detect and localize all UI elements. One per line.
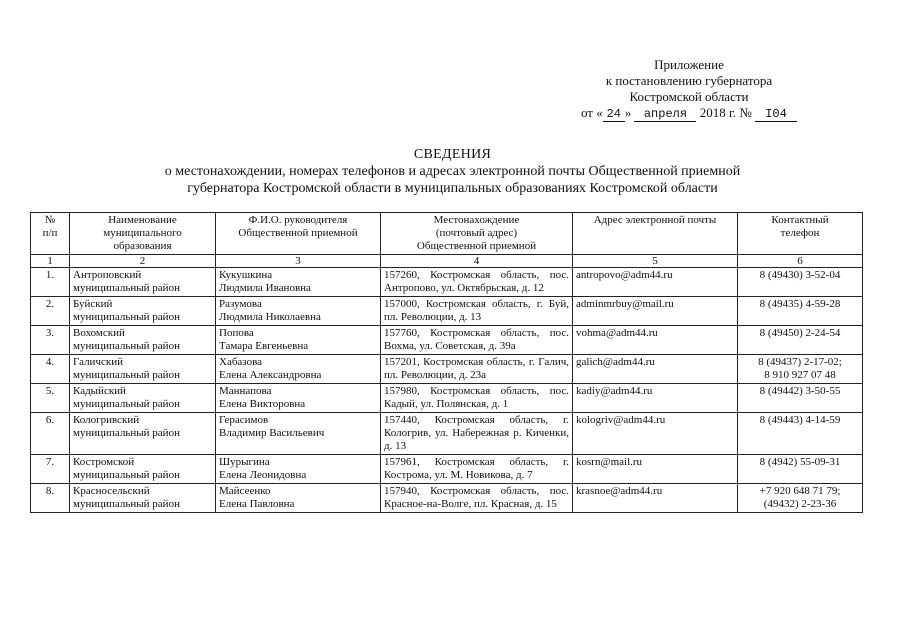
contact-phone bbox=[738, 326, 863, 355]
municipality-name bbox=[70, 384, 216, 413]
phone-line: (49432) 2-23-36 bbox=[763, 498, 837, 510]
table-row bbox=[31, 297, 863, 326]
row-number: 5. bbox=[31, 384, 70, 413]
document-subtitle-line2: губернатора Костромской области в муниципальных образованиях Костромской области bbox=[187, 181, 718, 196]
email-address: vohma@adm44.ru bbox=[573, 326, 738, 355]
table-row bbox=[31, 268, 863, 297]
column-header-5 bbox=[573, 213, 738, 255]
table-row bbox=[31, 455, 863, 484]
head-name-line: Хабазова bbox=[219, 356, 263, 368]
column-header-line: Контактный bbox=[771, 214, 829, 226]
column-header-line: Местонахождение bbox=[433, 214, 520, 226]
postal-address: 157980, Костромская область, пос. Кадый, ул. Полянская, д. 1 bbox=[381, 384, 573, 413]
table-row bbox=[31, 413, 863, 455]
head-name-line: Людмила Николаевна bbox=[219, 311, 321, 323]
contact-phone bbox=[738, 384, 863, 413]
column-header-3 bbox=[216, 213, 381, 255]
column-number-row bbox=[31, 255, 863, 268]
phone-line: 8 (49442) 3-50-55 bbox=[759, 385, 841, 397]
appendix-title: Приложение bbox=[654, 57, 724, 72]
municipality-name bbox=[70, 413, 216, 455]
head-full-name bbox=[216, 384, 381, 413]
date-day: 24 bbox=[603, 107, 625, 122]
decree-number: I04 bbox=[755, 107, 797, 122]
head-name-line: Попова bbox=[219, 327, 254, 339]
municipality-name-line: муниципальный район bbox=[73, 340, 180, 352]
column-number-6: 6 bbox=[738, 255, 863, 268]
column-header-line: Ф.И.О. руководителя bbox=[248, 214, 348, 226]
contact-phone bbox=[738, 455, 863, 484]
email-address: kadiy@adm44.ru bbox=[573, 384, 738, 413]
postal-address: 157760, Костромская область, пос. Вохма, ул. Советская, д. 39а bbox=[381, 326, 573, 355]
head-full-name bbox=[216, 355, 381, 384]
head-full-name bbox=[216, 413, 381, 455]
row-number: 7. bbox=[31, 455, 70, 484]
municipality-name bbox=[70, 455, 216, 484]
date-prefix: от « bbox=[580, 105, 603, 120]
municipality-name-line: Вохомский bbox=[73, 327, 125, 339]
column-number-5: 5 bbox=[573, 255, 738, 268]
head-name-line: Разумова bbox=[219, 298, 262, 310]
postal-address: 157940, Костромская область, пос. Красное-на-Волге, пл. Красная, д. 15 bbox=[381, 484, 573, 513]
document-title: СВЕДЕНИЯ bbox=[413, 147, 492, 162]
municipality-name-line: Кадыйский bbox=[73, 385, 126, 397]
municipality-name-line: муниципальный район bbox=[73, 311, 180, 323]
column-header-6 bbox=[738, 213, 863, 255]
column-header-line: телефон bbox=[780, 227, 820, 239]
municipality-name bbox=[70, 355, 216, 384]
head-name-line: Шурыгина bbox=[219, 456, 270, 468]
column-header-line: Наименование bbox=[108, 214, 177, 226]
postal-address: 157201, Костромская область, г. Галич, пл. Революции, д. 23а bbox=[381, 355, 573, 384]
appendix-date-line bbox=[581, 105, 797, 122]
column-header-4 bbox=[381, 213, 573, 255]
date-month: апреля bbox=[634, 107, 696, 122]
table-row bbox=[31, 326, 863, 355]
head-name-line: Елена Леонидовна bbox=[219, 469, 307, 481]
table-row bbox=[31, 384, 863, 413]
reception-info-table bbox=[30, 212, 863, 513]
head-name-line: Людмила Ивановна bbox=[219, 282, 311, 294]
column-header-line: Общественной приемной bbox=[416, 240, 537, 252]
table-header-row bbox=[31, 213, 863, 255]
phone-line: 8 (49443) 4-14-59 bbox=[759, 414, 841, 426]
row-number: 1. bbox=[31, 268, 70, 297]
column-header-line: Общественной приемной bbox=[238, 227, 358, 239]
column-header-line: № bbox=[44, 214, 56, 226]
head-full-name bbox=[216, 455, 381, 484]
head-name-line: Елена Александровна bbox=[219, 369, 322, 381]
municipality-name bbox=[70, 297, 216, 326]
email-address: adminmrbuy@mail.ru bbox=[573, 297, 738, 326]
email-address: kologriv@adm44.ru bbox=[573, 413, 738, 455]
head-name-line: Герасимов bbox=[219, 414, 269, 426]
municipality-name-line: муниципальный район bbox=[73, 469, 180, 481]
municipality-name-line: Костромской bbox=[73, 456, 135, 468]
appendix-decree-ref: к постановлению губернатора bbox=[605, 73, 773, 88]
contact-phone bbox=[738, 268, 863, 297]
head-name-line: Тамара Евгеньевна bbox=[219, 340, 309, 352]
municipality-name-line: Антроповский bbox=[73, 269, 142, 281]
table-body bbox=[31, 268, 863, 513]
municipality-name-line: муниципальный район bbox=[73, 369, 180, 381]
contact-phone bbox=[738, 297, 863, 326]
municipality-name-line: Галичский bbox=[73, 356, 123, 368]
head-name-line: Маннапова bbox=[219, 385, 272, 397]
municipality-name bbox=[70, 326, 216, 355]
municipality-name bbox=[70, 484, 216, 513]
table-row bbox=[31, 355, 863, 384]
row-number: 8. bbox=[31, 484, 70, 513]
municipality-name-line: муниципальный район bbox=[73, 398, 180, 410]
column-header-line: муниципального bbox=[103, 227, 182, 239]
appendix-header bbox=[581, 57, 797, 122]
municipality-name-line: муниципальный район bbox=[73, 427, 180, 439]
document-title-block bbox=[0, 146, 905, 197]
head-full-name bbox=[216, 297, 381, 326]
municipality-name-line: Кологривский bbox=[73, 414, 140, 426]
head-name-line: Кукушкина bbox=[219, 269, 273, 281]
municipality-name-line: муниципальный район bbox=[73, 282, 180, 294]
email-address: antropovo@adm44.ru bbox=[573, 268, 738, 297]
phone-line: 8 910 927 07 48 bbox=[764, 369, 836, 381]
municipality-name-line: Буйский bbox=[73, 298, 113, 310]
column-header-1 bbox=[31, 213, 70, 255]
row-number: 2. bbox=[31, 297, 70, 326]
postal-address: 157260, Костромская область, пос. Антропово, ул. Октябрьская, д. 12 bbox=[381, 268, 573, 297]
postal-address: 157000, Костромская область, г. Буй, пл. Революции, д. 13 bbox=[381, 297, 573, 326]
contact-phone bbox=[738, 484, 863, 513]
phone-line: +7 920 648 71 79; bbox=[759, 485, 841, 497]
head-name-line: Владимир Васильевич bbox=[219, 427, 325, 439]
head-full-name bbox=[216, 326, 381, 355]
column-header-2 bbox=[70, 213, 216, 255]
phone-line: 8 (49450) 2-24-54 bbox=[759, 327, 841, 339]
phone-line: 8 (4942) 55-09-31 bbox=[759, 456, 841, 468]
column-number-3: 3 bbox=[216, 255, 381, 268]
column-header-line: образования bbox=[113, 240, 172, 252]
row-number: 4. bbox=[31, 355, 70, 384]
document-subtitle-line1: о местонахождении, номерах телефонов и адресах электронной почты Общественной приемной bbox=[164, 164, 741, 179]
municipality-name-line: Красносельский bbox=[73, 485, 150, 497]
head-name-line: Майсеенко bbox=[219, 485, 271, 497]
table-row bbox=[31, 484, 863, 513]
municipality-name bbox=[70, 268, 216, 297]
head-name-line: Елена Викторовна bbox=[219, 398, 306, 410]
column-header-line: п/п bbox=[42, 227, 58, 239]
row-number: 3. bbox=[31, 326, 70, 355]
date-year: 2018 г. № bbox=[699, 105, 752, 120]
email-address: krasnoe@adm44.ru bbox=[573, 484, 738, 513]
date-sep: » bbox=[624, 105, 632, 120]
head-full-name bbox=[216, 268, 381, 297]
phone-line: 8 (49437) 2-17-02; bbox=[758, 356, 842, 368]
phone-line: 8 (49435) 4-59-28 bbox=[759, 298, 841, 310]
postal-address: 157440, Костромская область, г. Кологрив, ул. Набережная р. Киченки, д. 13 bbox=[381, 413, 573, 455]
postal-address: 157961, Костромская область, г. Кострома, ул. М. Новикова, д. 7 bbox=[381, 455, 573, 484]
head-full-name bbox=[216, 484, 381, 513]
municipality-name-line: муниципальный район bbox=[73, 498, 180, 510]
appendix-region: Костромской области bbox=[629, 89, 749, 104]
contact-phone bbox=[738, 355, 863, 384]
column-number-1: 1 bbox=[31, 255, 70, 268]
email-address: galich@adm44.ru bbox=[573, 355, 738, 384]
head-name-line: Елена Павловна bbox=[219, 498, 295, 510]
email-address: kosrn@mail.ru bbox=[573, 455, 738, 484]
column-header-line: (почтовый адрес) bbox=[435, 227, 518, 239]
contact-phone bbox=[738, 413, 863, 455]
column-header-line: Адрес электронной почты bbox=[593, 214, 717, 226]
column-number-2: 2 bbox=[70, 255, 216, 268]
phone-line: 8 (49430) 3-52-04 bbox=[759, 269, 841, 281]
column-number-4: 4 bbox=[381, 255, 573, 268]
row-number: 6. bbox=[31, 413, 70, 455]
